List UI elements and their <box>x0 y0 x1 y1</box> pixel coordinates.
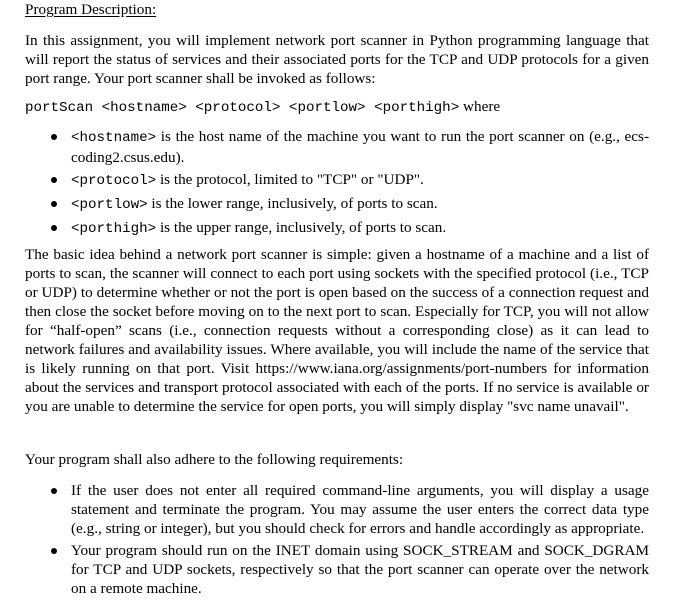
bullet-icon <box>51 134 57 140</box>
bullet-icon <box>51 548 57 554</box>
arg-code: <porthigh> <box>71 221 157 237</box>
list-item <box>0 541 649 598</box>
bullet-icon <box>51 225 57 231</box>
section-heading: Program Description: <box>25 1 157 18</box>
usage-command: portScan <hostname> <protocol> <portlow> <porthigh> <box>25 100 460 116</box>
list-item <box>0 218 649 239</box>
bullet-icon <box>51 488 57 494</box>
intro-paragraph: In this assignment, you will implement network port scanner in Python programming language that will report the status of services and their associated ports for the TCP and UDP protocols for a given port range. Your port scanner shall be invoked as follows: <box>25 32 649 87</box>
arg-code: <portlow> <box>71 197 148 213</box>
argument-list <box>0 127 679 242</box>
arg-code: <protocol> <box>71 173 157 189</box>
arg-text: is the lower range, inclusively, of ports to scan. <box>147 195 438 212</box>
list-item <box>0 170 649 191</box>
bullet-icon <box>51 201 57 207</box>
list-item <box>0 194 649 215</box>
usage-line <box>25 97 500 118</box>
usage-suffix: where <box>459 98 501 115</box>
requirements-list <box>0 481 679 601</box>
requirement-text: If the user does not enter all required command-line arguments, you will display a usage statement and terminate the program. You may assume the user enters the correct data type (e.g., string or integer), but you should check for errors and handle accordingly as appropriate. <box>71 482 649 537</box>
arg-text: is the host name of the machine you want to run the port scanner on (e.g., ecs-coding2.csus.edu). <box>71 128 649 166</box>
list-item <box>0 127 649 167</box>
arg-code: <hostname> <box>71 130 157 146</box>
arg-text: is the protocol, limited to "TCP" or "UDP". <box>156 171 424 188</box>
bullet-icon <box>51 177 57 183</box>
requirement-text: Your program should run on the INET domain using SOCK_STREAM and SOCK_DGRAM for TCP and UDP sockets, respectively so that the port scanner can operate over the network on a remote machine. <box>71 542 649 597</box>
requirements-intro: Your program shall also adhere to the following requirements: <box>25 451 404 468</box>
basic-idea-paragraph: The basic idea behind a network port scanner is simple: given a hostname of a machine and a list of ports to scan, the scanner will connect to each port using sockets with the specified protocol (i.e., TCP or UDP) to determine whether or not the port is open based on the success of a connection request and then close the socket before moving on to the next port to scan. Especially for TCP, you will not allow for “half-open” scans (i.e., connection requests without a corresponding close) as it can lead to network failures and availability issues. Where available, you will include the name of the service that is likely running on that port. Visit https://www.iana.org/assignments/port-numbers for information about the services and transport protocol associated with each of the ports. If no service is available or you are unable to determine the service for open ports, you will simply display "svc name unavail". <box>25 246 649 415</box>
arg-text: is the upper range, inclusively, of ports to scan. <box>156 219 447 236</box>
list-item <box>0 481 649 538</box>
